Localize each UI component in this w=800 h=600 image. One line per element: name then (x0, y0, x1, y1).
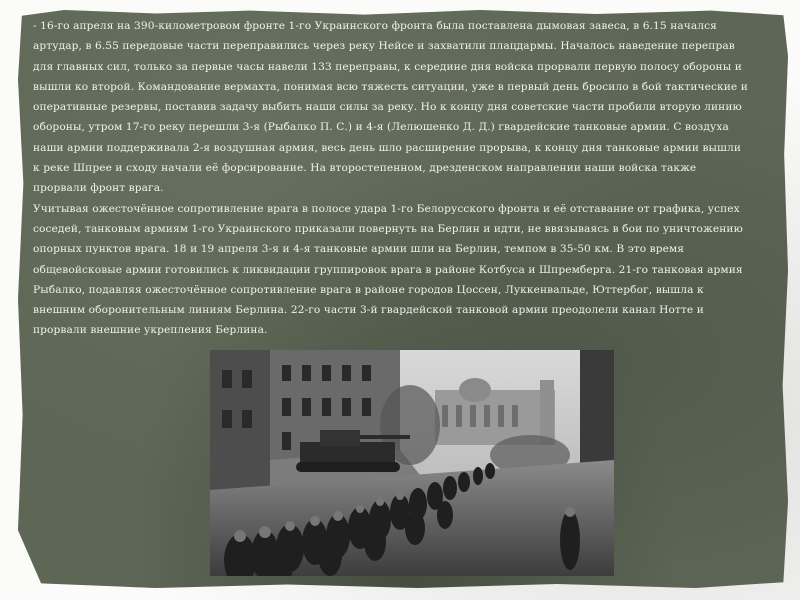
paragraph-2: Учитывая ожесточённое сопротивление врага в полосе удара 1-го Белорусского фронта и её отставание от графика, успех соседей, танковым армиям 1-го Украинского приказали повернуть на Берлин и идти, не ввязываясь в бои по уничтожению опорных пунктов врага. 18 и 19 апреля 3-я и 4-я танковые армии шли на Берлин, темпом в 35-50 км. В это время общевойсковые армии готовились к ликвидации группировок врага в районе Котбуса и Шпремберга. 21-го танковая армия Рыбалко, подавляя ожесточённое сопротивление врага в районе городов Цоссен, Луккенвальде, Юттербог, вышла к внешним оборонительным линиям Берлина. 22-го части 3-й гвардейской танковой армии преодолели канал Нотте и прорвали внешние укрепления Берлина. (33, 202, 743, 337)
paragraph-1: - 16-го апреля на 390-километровом фронте 1-го Украинского фронта была поставлена дымовая завеса, в 6.15 начался артудар, в 6.55 передовые части переправились через реку Нейсе и захватили плацдармы. Началось наведение переправ для главных сил, только за первые часы навели 133 переправы, к середине дня войска прорвали первую полосу обороны и вышли ко второй. Командование вермахта, понимая всю тяжесть ситуации, уже в первый день бросило в бой тактические и оперативные резервы, поставив задачу выбить наши силы за реку. Но к концу дня советские части пробили вторую линию обороны, утром 17-го реку перешли 3-я (Рыбалко П. С.) и 4-я (Лелюшенко Д. Д.) гвардейские танковые армии. С воздуха наши армии поддерживала 2-я воздушная армия, весь день шло расширение прорыва, к концу дня танковые армии вышли к реке Шпрее и сходу начали её форсирование. На второстепенном, дрезденском направлении наши войска также прорвали фронт врага. (33, 20, 748, 195)
slide-text (33, 16, 751, 341)
photo-illustration (210, 350, 614, 576)
historical-photo (210, 350, 614, 576)
